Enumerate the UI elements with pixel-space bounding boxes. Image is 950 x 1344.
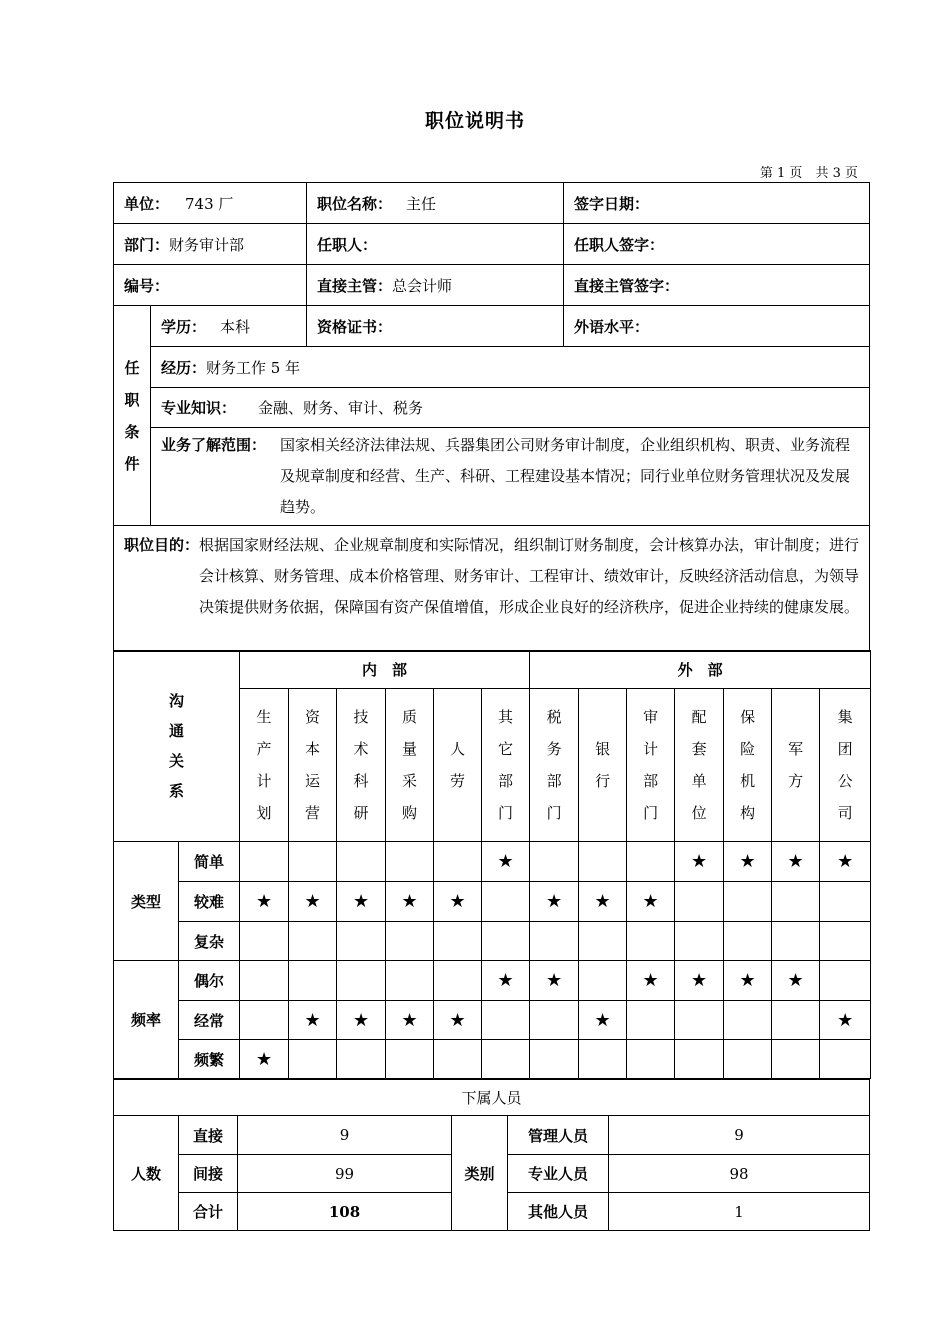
experience-value: 财务工作 5 年 xyxy=(206,358,301,377)
empty-cell xyxy=(482,1040,530,1079)
professional-value: 98 xyxy=(609,1155,870,1193)
language-cell: 外语水平： xyxy=(564,306,870,347)
empty-cell xyxy=(724,882,772,922)
empty-cell xyxy=(530,842,579,882)
empty-cell xyxy=(289,1040,337,1079)
scope-cell xyxy=(151,428,870,526)
empty-cell xyxy=(386,961,434,1001)
empty-cell xyxy=(530,1040,579,1079)
indirect-label: 间接 xyxy=(179,1155,238,1193)
empty-cell xyxy=(337,842,386,882)
education-value: 本科 xyxy=(220,317,251,336)
star-mark: ★ xyxy=(820,1001,871,1040)
empty-cell xyxy=(675,1001,724,1040)
comm-row xyxy=(114,882,871,922)
comm-row xyxy=(114,842,871,882)
comm-column-header: 质 量 采 购 xyxy=(386,689,434,842)
comm-row-label: 偶尔 xyxy=(179,961,240,1001)
comm-column-header: 银 行 xyxy=(579,689,627,842)
document-title: 职位说明书 xyxy=(424,110,525,132)
communication-side-label: 沟 通 关 系 xyxy=(114,651,240,842)
empty-cell xyxy=(530,922,579,961)
star-mark: ★ xyxy=(337,1001,386,1040)
direct-label: 直接 xyxy=(179,1116,238,1155)
empty-cell xyxy=(724,1001,772,1040)
empty-cell xyxy=(820,961,871,1001)
empty-cell xyxy=(627,1040,675,1079)
experience-cell: 经历：财务工作 5 年 xyxy=(151,347,870,388)
subordinates-table xyxy=(113,1079,870,1231)
empty-cell xyxy=(772,1001,820,1040)
empty-cell xyxy=(627,1001,675,1040)
empty-cell xyxy=(434,922,482,961)
comm-row-label: 较难 xyxy=(179,882,240,922)
empty-cell xyxy=(820,922,871,961)
knowledge-cell: 专业知识： 金融、财务、审计、税务 xyxy=(151,388,870,428)
supervisor-sign-cell: 直接主管签字： xyxy=(564,265,870,306)
job-info-table xyxy=(113,182,870,652)
comm-column-header: 军 方 xyxy=(772,689,820,842)
star-mark: ★ xyxy=(627,961,675,1001)
certificate-cell: 资格证书： xyxy=(307,306,564,347)
star-mark: ★ xyxy=(240,1040,289,1079)
comm-column-header: 生 产 计 划 xyxy=(240,689,289,842)
star-mark: ★ xyxy=(579,1001,627,1040)
empty-cell xyxy=(482,882,530,922)
empty-cell xyxy=(337,1040,386,1079)
empty-cell xyxy=(240,961,289,1001)
star-mark: ★ xyxy=(530,882,579,922)
empty-cell xyxy=(289,922,337,961)
management-value: 9 xyxy=(609,1116,870,1155)
empty-cell xyxy=(724,1040,772,1079)
comm-group-label: 类型 xyxy=(114,842,179,961)
number-cell: 编号： xyxy=(114,265,307,306)
scope-value: 国家相关经济法律法规、兵器集团公司财务审计制度，企业组织机构、职责、业务流程及规章制度和经营、生产、科研、工程建设基本情况；同行业单位财务管理状况及发展趋势。 xyxy=(280,436,851,516)
empty-cell xyxy=(289,961,337,1001)
comm-column-header: 人 劳 xyxy=(434,689,482,842)
empty-cell xyxy=(724,922,772,961)
page-current: 第 1 页 xyxy=(759,166,803,181)
supervisor-cell: 直接主管：总会计师 xyxy=(307,265,564,306)
holder-sign-cell: 任职人签字： xyxy=(564,224,870,265)
comm-row-label: 简单 xyxy=(179,842,240,882)
empty-cell xyxy=(386,842,434,882)
subordinates-title: 下属人员 xyxy=(114,1080,870,1116)
star-mark: ★ xyxy=(240,882,289,922)
comm-row-label: 复杂 xyxy=(179,922,240,961)
empty-cell xyxy=(772,1040,820,1079)
total-value: 108 xyxy=(238,1193,452,1231)
comm-column-header: 配 套 单 位 xyxy=(675,689,724,842)
comm-row-label: 经常 xyxy=(179,1001,240,1040)
dept-cell: 部门：财务审计部 xyxy=(114,224,307,265)
empty-cell xyxy=(579,1040,627,1079)
star-mark: ★ xyxy=(627,882,675,922)
empty-cell xyxy=(820,882,871,922)
external-header: 外 部 xyxy=(530,651,871,689)
unit-cell: 单位： 743 厂 xyxy=(114,183,307,224)
star-mark: ★ xyxy=(482,842,530,882)
star-mark: ★ xyxy=(675,961,724,1001)
qualifications-side-label: 任 职 条 件 xyxy=(114,306,151,526)
other-label: 其他人员 xyxy=(508,1193,609,1231)
communication-table xyxy=(113,650,871,1079)
comm-column-header: 税 务 部 门 xyxy=(530,689,579,842)
empty-cell xyxy=(772,922,820,961)
star-mark: ★ xyxy=(337,882,386,922)
count-label: 人数 xyxy=(114,1116,179,1231)
page-indicator xyxy=(600,162,858,181)
star-mark: ★ xyxy=(386,1001,434,1040)
empty-cell xyxy=(240,922,289,961)
indirect-value: 99 xyxy=(238,1155,452,1193)
empty-cell xyxy=(337,961,386,1001)
empty-cell xyxy=(337,922,386,961)
star-mark: ★ xyxy=(579,882,627,922)
star-mark: ★ xyxy=(772,961,820,1001)
professional-label: 专业人员 xyxy=(508,1155,609,1193)
star-mark: ★ xyxy=(724,842,772,882)
star-mark: ★ xyxy=(675,842,724,882)
star-mark: ★ xyxy=(434,1001,482,1040)
star-mark: ★ xyxy=(482,961,530,1001)
total-label: 合计 xyxy=(179,1193,238,1231)
empty-cell xyxy=(627,842,675,882)
comm-column-header: 技 术 科 研 xyxy=(337,689,386,842)
star-mark: ★ xyxy=(820,842,871,882)
category-label: 类别 xyxy=(452,1116,508,1231)
empty-cell xyxy=(772,882,820,922)
purpose-text: 根据国家财经法规、企业规章制度和实际情况，组织制订财务制度，会计核算办法，审计制度；进行会计核算、财务管理、成本价格管理、财务审计、工程审计、绩效审计，反映经济活动信息，为领导决策提供财务依据，保障国有资产保值增值，形成企业良好的经济秩序，促进企业持续的健康发展。 xyxy=(199,536,860,616)
star-mark: ★ xyxy=(772,842,820,882)
empty-cell xyxy=(482,1001,530,1040)
knowledge-value: 金融、财务、审计、税务 xyxy=(258,399,424,417)
empty-cell xyxy=(675,922,724,961)
comm-column-header: 资 本 运 营 xyxy=(289,689,337,842)
position-value: 主任 xyxy=(406,194,437,213)
scope-label: 业务了解范围： xyxy=(161,436,267,454)
education-cell: 学历： 本科 xyxy=(151,306,307,347)
empty-cell xyxy=(530,1001,579,1040)
sign-date-cell: 签字日期： xyxy=(564,183,870,224)
comm-column-header: 审 计 部 门 xyxy=(627,689,675,842)
position-cell: 职位名称： 主任 xyxy=(307,183,564,224)
star-mark: ★ xyxy=(530,961,579,1001)
empty-cell xyxy=(386,1040,434,1079)
star-mark: ★ xyxy=(386,882,434,922)
page-total: 共 3 页 xyxy=(815,166,858,181)
empty-cell xyxy=(579,842,627,882)
star-mark: ★ xyxy=(289,1001,337,1040)
comm-row xyxy=(114,922,871,961)
purpose-cell xyxy=(114,526,870,652)
comm-row xyxy=(114,1001,871,1040)
comm-row-label: 频繁 xyxy=(179,1040,240,1079)
star-mark: ★ xyxy=(289,882,337,922)
internal-header: 内 部 xyxy=(240,651,530,689)
empty-cell xyxy=(240,1001,289,1040)
unit-value: 743 厂 xyxy=(185,194,234,213)
empty-cell xyxy=(434,1040,482,1079)
empty-cell xyxy=(386,922,434,961)
comm-group-label: 频率 xyxy=(114,961,179,1079)
empty-cell xyxy=(675,882,724,922)
empty-cell xyxy=(579,961,627,1001)
holder-cell: 任职人： xyxy=(307,224,564,265)
supervisor-value: 总会计师 xyxy=(392,276,453,295)
empty-cell xyxy=(675,1040,724,1079)
empty-cell xyxy=(240,842,289,882)
other-value: 1 xyxy=(609,1193,870,1231)
star-mark: ★ xyxy=(724,961,772,1001)
management-label: 管理人员 xyxy=(508,1116,609,1155)
comm-row xyxy=(114,961,871,1001)
empty-cell xyxy=(482,922,530,961)
empty-cell xyxy=(434,961,482,1001)
comm-column-header: 其 它 部 门 xyxy=(482,689,530,842)
comm-column-header: 保 险 机 构 xyxy=(724,689,772,842)
direct-value: 9 xyxy=(238,1116,452,1155)
empty-cell xyxy=(434,842,482,882)
comm-column-header: 集 团 公 司 xyxy=(820,689,871,842)
empty-cell xyxy=(579,922,627,961)
empty-cell xyxy=(627,922,675,961)
comm-row xyxy=(114,1040,871,1079)
purpose-label: 职位目的： xyxy=(124,536,200,554)
empty-cell xyxy=(820,1040,871,1079)
dept-value: 财务审计部 xyxy=(169,235,245,254)
empty-cell xyxy=(289,842,337,882)
star-mark: ★ xyxy=(434,882,482,922)
